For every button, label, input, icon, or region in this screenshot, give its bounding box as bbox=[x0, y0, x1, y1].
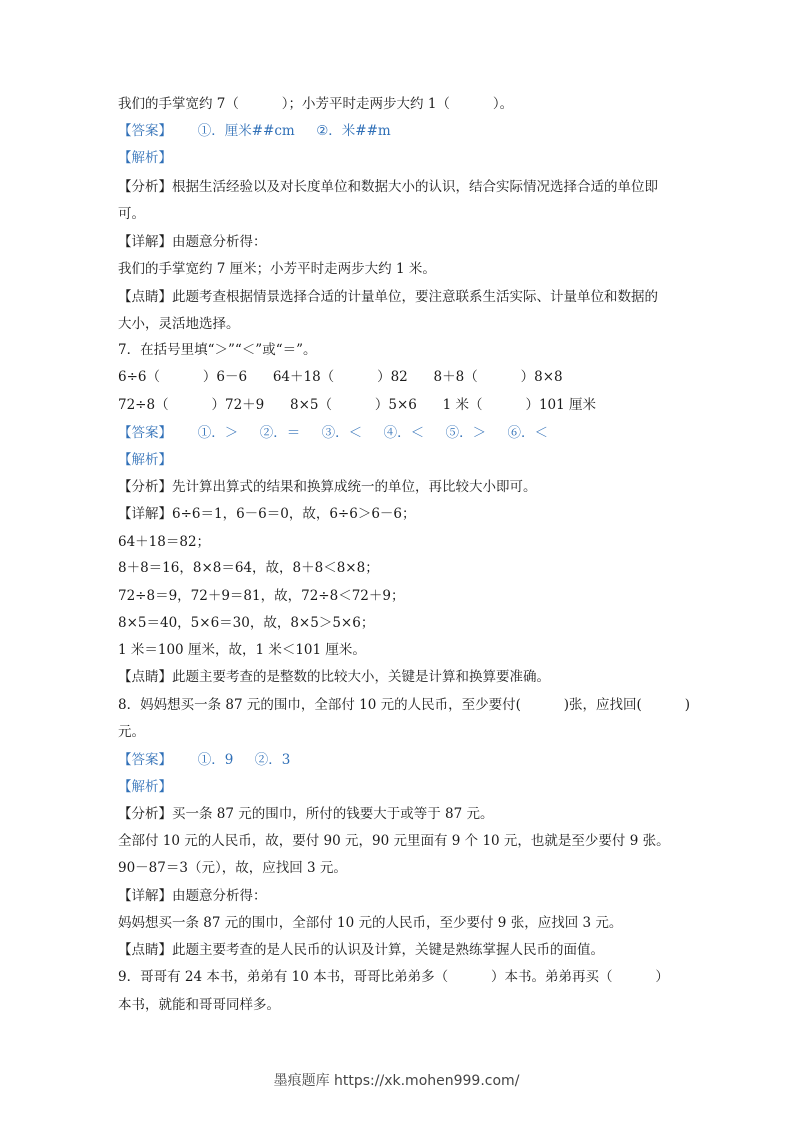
answer-line: 【答案】 ①．＞ ②．＝ ③．＜ ④．＜ ⑤．＞ ⑥．＜ bbox=[118, 425, 549, 441]
analysis-heading: 【解析】 bbox=[118, 779, 172, 795]
analysis-heading: 【解析】 bbox=[118, 452, 172, 468]
detail-line: 64＋18＝82； bbox=[118, 534, 211, 550]
detail-line: 1 米＝100 厘米，故，1 米＜101 厘米。 bbox=[118, 642, 366, 658]
detail-line: 妈妈想买一条 87 元的围巾，全部付 10 元的人民币，至少要付 9 张，应找回 3 元。 bbox=[118, 915, 623, 931]
footer-watermark: 墨痕题库 https://xk.mohen999.com/ bbox=[273, 1073, 520, 1089]
comment-line: 【点睛】此题主要考查的是人民币的认识及计算，关键是熟练掌握人民币的面值。 bbox=[118, 942, 604, 958]
analysis-line: 90－87＝3（元），故，应找回 3 元。 bbox=[118, 860, 347, 876]
detail-line: 8×5＝40，5×6＝30，故，8×5＞5×6； bbox=[118, 615, 375, 631]
answer-line: 【答案】 ①．厘米##cm ②．米##m bbox=[118, 123, 391, 139]
detail-line: 【详解】由题意分析得： bbox=[118, 888, 267, 904]
analysis-line: 可。 bbox=[118, 206, 145, 222]
question-7-text: 7．在括号里填“＞”“＜”或“＝”。 bbox=[118, 342, 317, 358]
answer-line: 【答案】 ①．9 ②．3 bbox=[118, 752, 291, 768]
question-8-text: 元。 bbox=[118, 724, 145, 740]
analysis-line: 【分析】先计算出算式的结果和换算成统一的单位，再比较大小即可。 bbox=[118, 479, 537, 495]
question-9-text: 9．哥哥有 24 本书，弟弟有 10 本书，哥哥比弟弟多（ ）本书。弟弟再买（ ） bbox=[118, 969, 669, 985]
analysis-heading: 【解析】 bbox=[118, 150, 172, 166]
detail-line: 【详解】6÷6＝1，6－6＝0，故，6÷6＞6－6； bbox=[118, 506, 416, 522]
comment-line: 【点睛】此题考查根据情景选择合适的计量单位，要注意联系生活实际、计量单位和数据的 bbox=[118, 289, 658, 305]
question-9-text: 本书，就能和哥哥同样多。 bbox=[118, 997, 280, 1013]
detail-line: 8＋8＝16，8×8＝64，故，8＋8＜8×8； bbox=[118, 560, 379, 576]
analysis-line: 【分析】买一条 87 元的围巾，所付的钱要大于或等于 87 元。 bbox=[118, 806, 494, 822]
question-8-text: 8．妈妈想买一条 87 元的围巾，全部付 10 元的人民币，至少要付( )张，应找回( ) bbox=[118, 697, 691, 713]
detail-line: 我们的手掌宽约 7 厘米；小芳平时走两步大约 1 米。 bbox=[118, 261, 436, 277]
detail-line: 72÷8＝9，72＋9＝81，故，72÷8＜72＋9； bbox=[118, 588, 405, 604]
detail-line: 【详解】由题意分析得： bbox=[118, 234, 267, 250]
analysis-line: 全部付 10 元的人民币，故，要付 90 元，90 元里面有 9 个 10 元，也就是至少要付 9 张。 bbox=[118, 833, 670, 849]
comment-line: 【点睛】此题主要考查的是整数的比较大小，关键是计算和换算要准确。 bbox=[118, 669, 550, 685]
question-7-row: 6÷6（ ）6－6 64＋18（ ）82 8＋8（ ）8×8 bbox=[118, 369, 563, 385]
comment-line: 大小，灵活地选择。 bbox=[118, 316, 240, 332]
question-6-text: 我们的手掌宽约 7（ ）；小芳平时走两步大约 1（ ）。 bbox=[118, 96, 514, 112]
analysis-line: 【分析】根据生活经验以及对长度单位和数据大小的认识，结合实际情况选择合适的单位即 bbox=[118, 179, 658, 195]
question-7-row: 72÷8（ ）72＋9 8×5（ ）5×6 1 米（ ）101 厘米 bbox=[118, 397, 596, 413]
